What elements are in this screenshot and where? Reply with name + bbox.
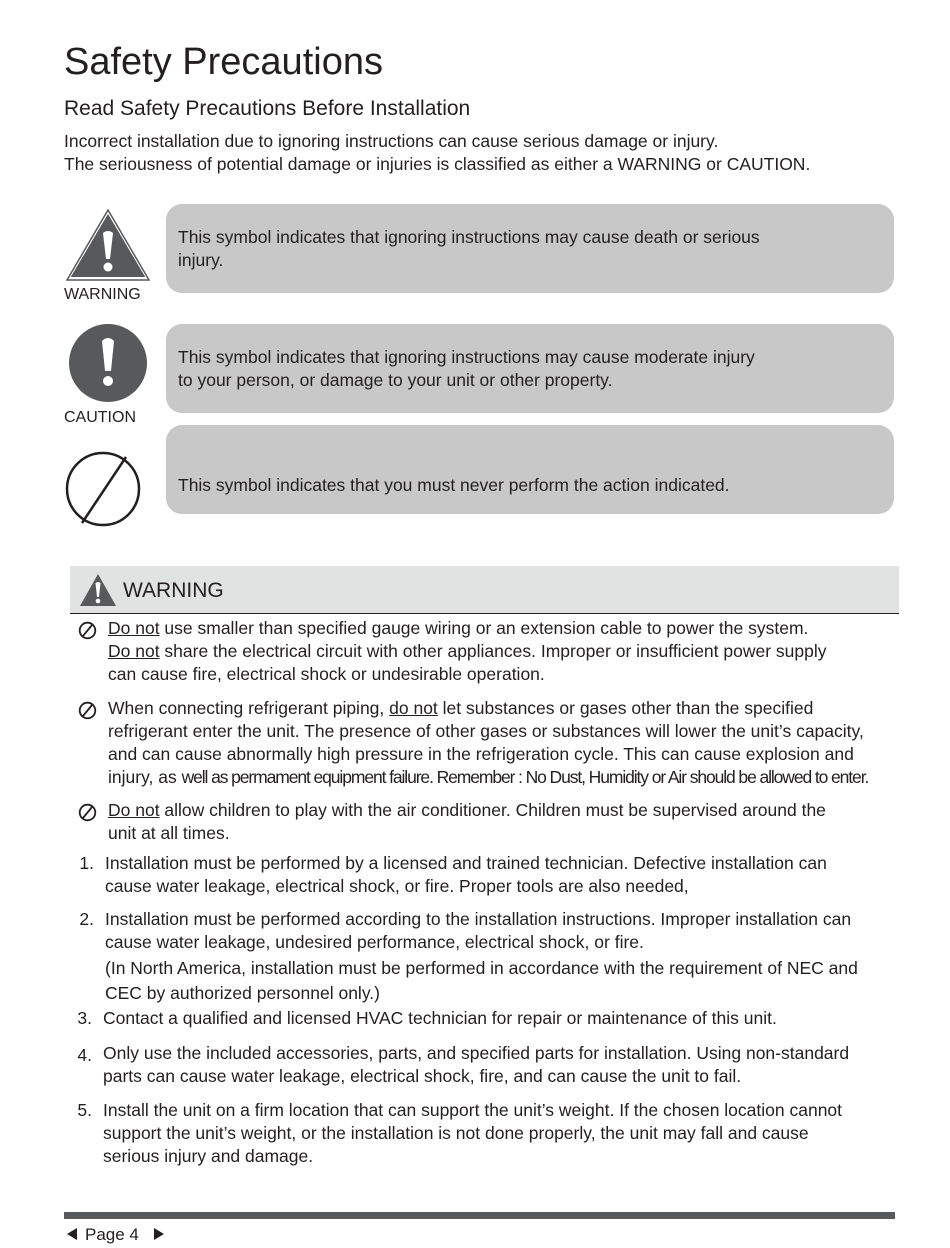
list-item-text: Installation must be performed according to the installation instructions. Improper installation can (105, 909, 852, 929)
intro-text (64, 130, 810, 176)
prohibited-icon (78, 701, 97, 720)
caution-exclamation-icon (68, 323, 148, 403)
prohibited-symbol-box (166, 425, 894, 514)
prohibition-text: refrigerant enter the unit. The presence of other gases or substances will lower the unit’s capacity, (108, 721, 864, 741)
caution-symbol-text: to your person, or damage to your unit or other property. (178, 370, 613, 390)
do-not-emphasis: Do not (108, 618, 160, 638)
list-item-text: support the unit’s weight, or the installation is not done properly, the unit may fall and cause (103, 1123, 809, 1143)
list-number: 3. (77, 1008, 92, 1028)
prohibited-icon (78, 803, 97, 822)
list-item (105, 908, 858, 1005)
warning-triangle-icon (66, 209, 150, 281)
prohibition-text: injury, as (108, 767, 182, 787)
list-item-text: Install the unit on a firm location that can support the unit’s weight. If the chosen location cannot (103, 1100, 843, 1120)
prohibited-icon (64, 450, 142, 528)
prohibited-symbol-text: This symbol indicates that you must never perform the action indicated. (178, 475, 730, 495)
prohibition-text: can cause fire, electrical shock or undesirable operation. (108, 664, 545, 684)
prohibition-item (108, 617, 827, 686)
caution-symbol-box (166, 324, 894, 413)
page-title: Safety Precautions (64, 41, 383, 83)
list-number: 4. (77, 1045, 92, 1065)
prohibition-text: use smaller than specified gauge wiring or an extension cable to power the system. (159, 618, 809, 638)
prohibition-text: and can cause abnormally high pressure in the refrigeration cycle. This can cause explosion and (108, 744, 854, 764)
list-number: 5. (77, 1100, 92, 1120)
page-number: Page 4 (85, 1225, 139, 1244)
intro-line: Incorrect installation due to ignoring instructions can cause serious damage or injury. (64, 131, 719, 151)
footer-rule (64, 1212, 895, 1219)
prohibition-text: allow children to play with the air conditioner. Children must be supervised around the (159, 800, 826, 820)
list-item-text: Only use the included accessories, parts, and specified parts for installation. Using non-standard (103, 1043, 850, 1063)
list-item-text: cause water leakage, electrical shock, or fire. Proper tools are also needed, (105, 876, 689, 896)
list-item (103, 1099, 842, 1168)
list-number: 2. (79, 909, 94, 929)
warning-triangle-icon (78, 572, 118, 608)
warning-symbol-box (166, 204, 894, 293)
prohibition-text: When connecting refrigerant piping, (108, 698, 390, 718)
list-number: 1. (79, 853, 94, 873)
list-item-text: cause water leakage, undesired performance, electrical shock, or fire. (105, 932, 644, 952)
list-item-text: Contact a qualified and licensed HVAC technician for repair or maintenance of this unit. (103, 1008, 777, 1028)
warning-symbol-label: WARNING (64, 286, 141, 303)
prohibition-text: share the electrical circuit with other appliances. Improper or insufficient power supply (159, 641, 827, 661)
prohibited-icon (78, 621, 97, 640)
do-not-emphasis: Do not (108, 641, 160, 661)
do-not-emphasis: Do not (108, 800, 160, 820)
warning-symbol-text: This symbol indicates that ignoring instructions may cause death or serious (178, 227, 760, 247)
caution-symbol-text: This symbol indicates that ignoring instructions may cause moderate injury (178, 347, 755, 367)
prohibition-text: unit at all times. (108, 823, 230, 843)
page-subtitle: Read Safety Precautions Before Installation (64, 97, 471, 120)
prohibition-item (108, 799, 826, 845)
next-page-icon[interactable] (153, 1228, 165, 1240)
list-item (105, 852, 827, 898)
prohibition-text: let substances or gases other than the specified (437, 698, 814, 718)
list-item (103, 1042, 849, 1088)
prohibition-text: well as permament equipment failure. Remember : No Dust, Humidity or Air should be allowed to enter. (181, 767, 869, 787)
warning-symbol-text: injury. (178, 250, 224, 270)
list-item-text: CEC by authorized personnel only.) (105, 983, 380, 1003)
warning-section-title: WARNING (123, 579, 224, 602)
intro-line: The seriousness of potential damage or injuries is classified as either a WARNING or CAUTION. (64, 154, 811, 174)
previous-page-icon[interactable] (66, 1228, 78, 1240)
do-not-emphasis: do not (389, 698, 438, 718)
list-item-text: serious injury and damage. (103, 1146, 314, 1166)
list-item (103, 1007, 777, 1030)
list-item-text: (In North America, installation must be performed in accordance with the requirement of NEC and (105, 958, 858, 978)
list-item-text: parts can cause water leakage, electrical shock, fire, and can cause the unit to fail. (103, 1066, 742, 1086)
prohibition-item (108, 697, 868, 789)
caution-symbol-label: CAUTION (64, 409, 136, 426)
list-item-text: Installation must be performed by a licensed and trained technician. Defective installation can (105, 853, 827, 873)
